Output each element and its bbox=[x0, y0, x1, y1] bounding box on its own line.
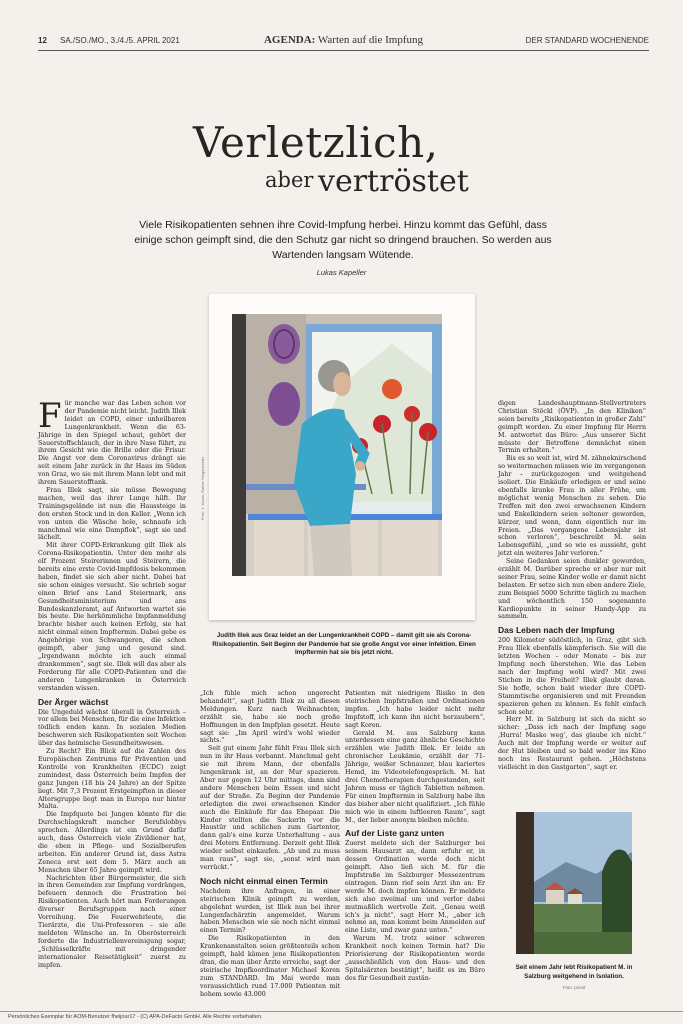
paragraph: Gerald M. aus Salzburg kann unterdessen eine ganz ähnliche Geschichte erzählen wie Judith Illek. Er leide an chronischer Leukämie, erzählt der 71-Jährige, weißer Schnauzer, blau kariertes Hemd, im Videotelefongespräch. M. hat drei Chemotherapien durchgestanden, seit Jahren muss er täglich Tabletten nehmen. Für einen Impftermin in Salzburg habe ihn das bisher aber nicht qualifiziert. „Ich fühle mich wie in einem luftleeren Raum“, sagt M., der lieber anonym bleiben möchte. bbox=[345, 729, 485, 824]
headline-line-2b: vertröstet bbox=[318, 164, 469, 199]
paragraph: Nachrichten über Bürgermeister, die sich in ihren Gemeinden zur Impfung vordrängen, befeuern dennoch die Frustration bei Risikopatienten. Auch hört man Forderungen diverser Berufsgruppen nach einer Vorreihung. Die Feuerwehrleute, die Tierärzte, die Uni-Professoren – sie alle meldeten Wünsche an. In Oberösterreich forderte die Industriellenvereinigung sogar, „Schlüsselkräfte mit dringender internationaler Reisetätigkeit“ zuerst zu impfen. bbox=[38, 874, 186, 969]
paragraph: Nachdem ihre Anfragen, in einer steirischen Klinik geimpft zu werden, abgelehnt wurden, ist Illek nun bei ihrer Lungenfachärztin angemeldet. Warum haben Menschen wie sie noch nicht einmal einen Termin? bbox=[200, 887, 340, 935]
paragraph: Die Risikopatienten in den Krankenanstalten seien größtenteils schon geimpft, bald kämen jene Risikopatienten dran, die man über Ärzte erreiche, sagt der steirische Impfkoordinator Michael Koren zum STANDARD. Im Mai werde man voraussichtlich rund 17.000 Patienten mit hohem sowie 43.000 bbox=[200, 935, 340, 998]
headline-line-1: Verletzlich, bbox=[193, 118, 439, 167]
paragraph: Zuerst meldete sich der Salzburger bei seinem Hausarzt an, dann erfuhr er, in dessen Ordination werde doch nicht geimpft. Also ließ sich M. für die Impfstraße im Salzburger Messezentrum eintragen. Dann rief sein Arzt ihn an: Er werde M. doch impfen können. Er meldete sich also zweimal um und verlor dabei mutmaßlich wertvolle Zeit. „Genau weiß ich's ja nicht“, sagt Herr M., „aber ich nehme an, man kommt beim Anmelden auf eine Liste, und zwar ganz unten.“ bbox=[345, 840, 485, 935]
photo-illustration bbox=[232, 314, 442, 576]
header-divider bbox=[38, 50, 649, 51]
paragraph: Frau Illek sagt, sie müsse Bewegung machen, weil das ihrer Lunge hilft. Ihr Trainingsgelände ist nun die Haussteige in den ersten Stock und in den Keller. „Wenn ich von unten die Wäsche hole, schnaufe ich manchmal wie eine Dampflok“, sagt sie und lächelt. bbox=[38, 486, 186, 542]
secondary-photo bbox=[516, 812, 632, 954]
paragraph: Die Impfquote bei Jungen könnte für die Durchschlagskraft mancher Berufslobbys sprechen. Allerdings ist ein Grund dafür auch, dass Österreich viele Zivildiener hat, die eben in Pflege- und Sozialberufen arbeiten. Ein anderer Grund ist, dass Astra Zeneca erst seit dem 5. März auch an Menschen über 65 Jahre geimpft wird. bbox=[38, 811, 186, 874]
footer-notice: Persönliches Exemplar für AOM-Benutzer fheijour17 - (C) APA-DeFacto GmbH. Alle Rechte vorbehalten. bbox=[8, 1014, 263, 1020]
paragraph: Bis es so weit ist, wird M. zähneknirschend so weitermachen müssen wie im vergangenen Jahr – zurückgezogen und weitgehend isoliert. Die Einkäufe erledigen er und seine ebenfalls kranke Frau in aller Frühe, um möglichst wenig Menschen zu sehen. Die Treffen mit den zwei erwachsenen Kindern und Enkelkindern seien seltener geworden, kürzer, und wenn, dann eigentlich nur im Freien. „Das vergangene Lebensjahr ist schon verloren“, beschreibt M. sein Lebensgefühl, „und so wie es aussieht, geht jetzt ein weiteres Jahr verloren.“ bbox=[498, 455, 646, 558]
photo-caption: Judith Illek aus Graz leidet an der Lungenkrankheit COPD – damit gilt sie als Corona-Risikopatientin. Seit Beginn der Pandemie hat sie große Angst vor einer Infektion. Einen Impftermin hat sie bis jetzt nicht. bbox=[212, 632, 476, 656]
subheading: Auf der Liste ganz unten bbox=[345, 828, 445, 839]
lead-paragraph: Viele Risikopatienten sehnen ihre Covid-Impfung herbei. Hinzu kommt das Gefühl, dass einige schon geimpft sind, die den Schutz gar nicht so dringend brauchen. So werden aus Wartenden langsam Wütende. bbox=[134, 219, 552, 261]
paragraph: Herr M. in Salzburg ist sich da nicht so sicher: „Dass ich nach der Impfung sage ‚Hurra! Maske weg‘, das glaube ich nicht.“ Auch mit der Impfung werde er weiter auf der Hut bleiben und so bald weder ins Kino noch ins Restaurant gehen. „Höchstens vielleicht in den Gastgarten“, sagt er. bbox=[498, 716, 646, 771]
paragraph: Seit gut einem Jahr fühlt Frau Illek sich nun in ihr Haus verbannt. Manchmal geht sie mit ihrem Mann, der ebenfalls lungenkrank ist, an der Mur spazieren. Aber nur gegen 12 Uhr mittags, dann sind andere Menschen beim Essen und nicht auf der Straße. Zu Beginn der Pandemie erledigten die zwei erwachsenen Kinder auch die Einkäufe für das Ehepaar. Die Kinder stellten die Sackerln vor die Haustür und schlichen zum Gartentor, dann gab's eine kurze Unterhaltung – aus drei Metern Entfernung. Derzeit geht Illek wieder selbst einkaufen. „Ab und zu muss man raus“, sagt sie, „sonst wird man verrückt.“ bbox=[200, 745, 340, 871]
window-view-illustration bbox=[516, 812, 632, 954]
paragraph: Zu Recht? Ein Blick auf die Zahlen des Europäischen Zentrums für Prävention und Kontrolle von Krankheiten (ECDC) zeigt zumindest, dass Österreich beim Impfen der ganz Jungen (18 bis 24 Jahre) an der Spitze liegt. Mit 7,3 Prozent Erstgeimpften in dieser Altersgruppe liegt man in Europa nur hinter Malta. bbox=[38, 748, 186, 811]
main-photo bbox=[232, 314, 442, 576]
issue-date: SA./SO./MO., 3./4./5. APRIL 2021 bbox=[60, 36, 180, 45]
paragraph bbox=[38, 396, 186, 487]
byline: Lukas Kapeller bbox=[316, 268, 367, 277]
subheading: Noch nicht einmal einen Termin bbox=[200, 875, 328, 886]
secondary-photo-caption: Seit einem Jahr lebt Risikopatient M. in Salzburg weitgehend in Isolation. bbox=[515, 964, 633, 980]
page-header bbox=[38, 36, 649, 50]
paragraph-text: ür manche war das Leben schon vor der Pandemie nicht leicht. Judith Illek leidet an COPD, einer unheilbaren Lungenkrankheit. Wenn die 63-Jährige in den Spiegel schaut, gehört der Sauerstoffschlauch, der in ihre Nase führt, zu ihrem Gesicht wie die Brille oder die Frisur. Die Angst vor dem Coronavirus drängt sie seit einem Jahr zurück in ihr Haus im Süden von Graz, wo sie mit ihrem Mann lebt und mit ihrem Sauerstofftank. bbox=[38, 400, 186, 487]
publication-name: DER STANDARD WOCHENENDE bbox=[525, 36, 649, 45]
subheading: Das Leben nach der Impfung bbox=[498, 625, 615, 636]
paragraph: Warum M. trotz seiner schweren Krankheit noch keinen Termin hat? Die Priorisierung der Risikopatienten werde „ausschließlich von den Haus- und den Spitalsärzten bestätigt“, heißt es im Büro des für Gesundheit zustän- bbox=[345, 935, 485, 982]
drop-cap: F bbox=[38, 396, 62, 436]
column-3 bbox=[345, 690, 485, 1004]
paragraph: Patienten mit niedrigem Risiko in den steirischen Impfstraßen und Ordinationen impfen. „Ich habe leider nicht mehr Impfstoff, ich kann ihn nicht herzaubern“, sagt Koren. bbox=[345, 690, 485, 729]
subheading: Der Ärger wächst bbox=[38, 696, 109, 707]
headline-line-2a: aber bbox=[265, 168, 314, 192]
page-number: 12 bbox=[38, 36, 47, 45]
paragraph: „Ich fühle mich schon ungerecht behandelt“, sagt Judith Illek zu all diesen Meldungen. Kurz nach Weihnachten, erzählt sie, habe sie noch große Hoffnungen in den Impfplan gesetzt. Heute sagt sie: „Im April wird's wohl wieder nichts.“ bbox=[200, 690, 340, 745]
paragraph: digen Landeshauptmann-Stellvertreters Christian Stöckl (ÖVP). „In den Kliniken“ seien bereits „Risikopatienten in großer Zahl“ geimpft worden. Zu einer Impfung für Herrn M. antwortet das Büro: „Aus unserer Sicht müsste der Betroffene demnächst einen Termin erhalten.“ bbox=[498, 400, 646, 455]
paragraph: Die Ungeduld wächst überall in Österreich – vor allem bei Menschen, für die eine Infektion tödlich enden kann. In sozialen Medien beschweren sich Risikopatienten seit Wochen über das heimische Gesundheitswesen. bbox=[38, 708, 186, 748]
section-label: AGENDA: bbox=[263, 34, 316, 46]
paragraph: Seine Gedanken seien dunkler geworden, erzählt M. Darüber spreche er aber nur mit seiner Frau, seine Kinder wolle er damit nicht belasten. Er setze sich nun eben andere Ziele, zum Beispiel 5000 Schritte täglich zu machen und wöchentlich 150 sogenannte Kardiopunkte in seiner Handy-App zu sammeln. bbox=[498, 558, 646, 621]
column-1 bbox=[38, 396, 186, 1004]
photo-credit: Foto: J. Kuum, Rainer Wegscheider bbox=[200, 456, 205, 520]
secondary-photo-credit: Foto: privat bbox=[562, 985, 586, 990]
column-4 bbox=[498, 400, 646, 804]
paragraph: 200 Kilometer südöstlich, in Graz, gibt sich Frau Illek ebenfalls kämpferisch. Sie will die letzten Wochen – oder Monate – bis zur Impfung noch überstehen. Wie das Leben nach der Impfung wohl wird? Mit zwei Stichen in die Freiheit? Illek glaubt daran. Sie hoffe, schon bald wieder ihre COPD-Stammtische organisieren und mit Freunden spazieren gehen zu können. Es fehlt einfach schon sehr. bbox=[498, 637, 646, 716]
section-topic: Warten auf die Impfung bbox=[317, 34, 423, 46]
paragraph: Mit ihrer COPD-Erkrankung gilt Illek als Corona-Risikopatientin. Unter den mehr als elf Prozent Steirerinnen und Steirern, die bereits eine erste Covid-Impfdosis bekommen haben, findet sie sich aber nicht. Dabei hat sie schon einiges versucht. Sie schrieb sogar einen Brief ans Land Steiermark, ans Gesundheitsministerium und ans Bundeskanzleramt, auf Antworten wartet sie bis heute. Die herkömmliche Impfanmeldung brachte bisher auch keinen Erfolg, sie hat nicht einmal einen Impftermin. Dabei gebe es Angehörige von Schwangeren, die schon geimpft, aber jung und gesund sind. „Irgendwann möchte ich auch einmal drankommen“, sagt sie. Illek will das aber als Forderung für alle COPD-Patienten und die anderen Lungenkranken in Österreich verstanden wissen. bbox=[38, 542, 186, 692]
column-2 bbox=[200, 690, 340, 1004]
footer-divider bbox=[0, 1011, 683, 1012]
